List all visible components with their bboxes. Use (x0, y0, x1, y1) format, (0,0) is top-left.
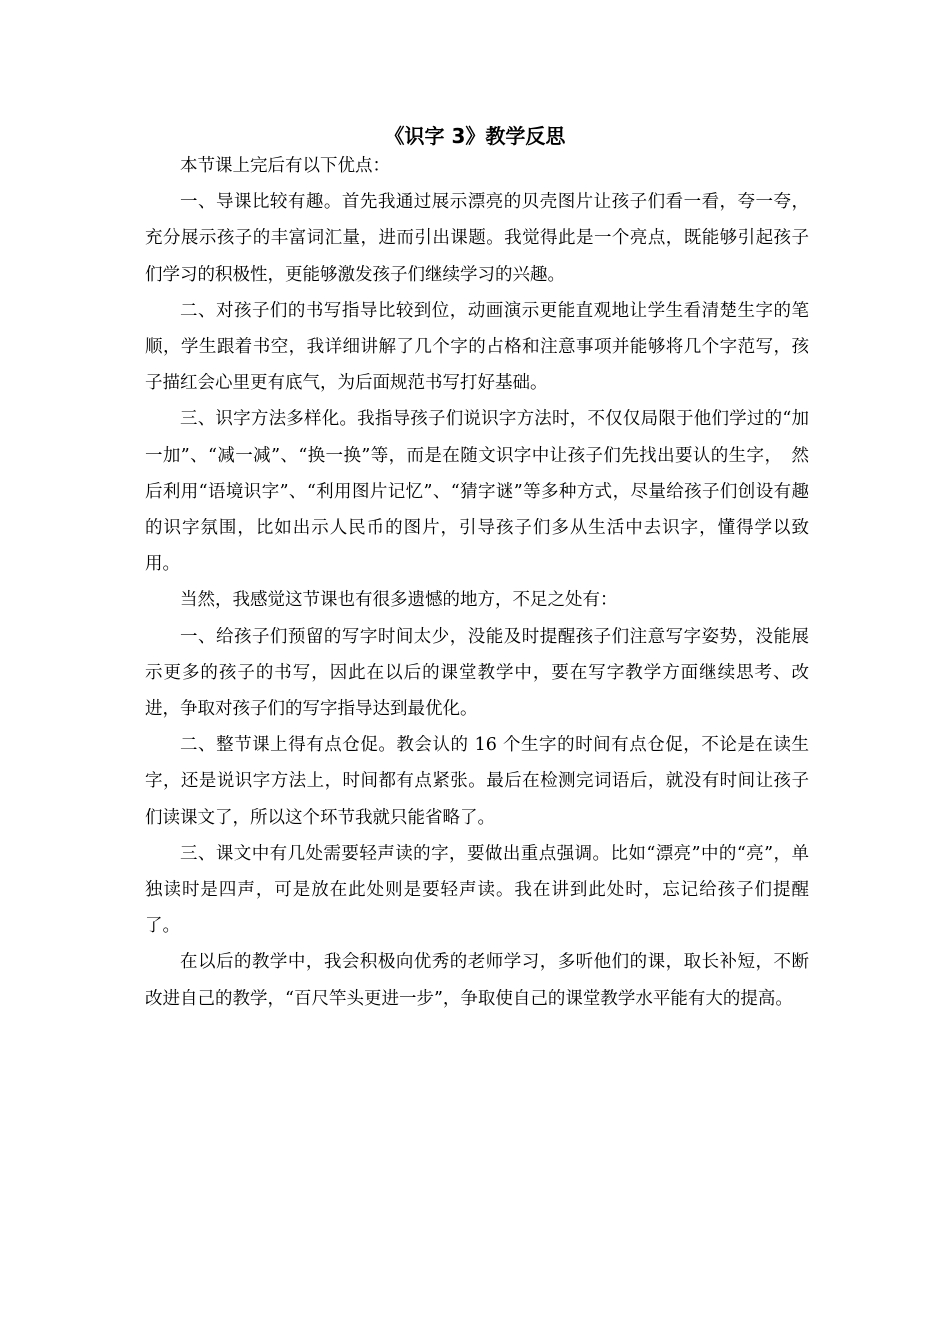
document-title: 《识字 3》教学反思 (384, 124, 566, 148)
paragraph-shortcoming-1: 一、给孩子们预留的写字时间太少，没能及时提醒孩子们注意写字姿势，没能展示更多的孩子的书写，因此在以后的课堂教学中，要在写字教学方面继续思考、改进，争取对孩子们的写字指导达到最优化。 (145, 626, 809, 720)
paragraph-shortcoming-2: 二、整节课上得有点仓促。教会认的 16 个生字的时间有点仓促，不论是在读生字，还是说识字方法上，时间都有点紧张。最后在检测完词语后，就没有时间让孩子们读课文了，所以这个环节我就只能省略了。 (145, 735, 809, 828)
paragraph-shortcomings-intro: 当然，我感觉这节课也有很多遗憾的地方，不足之处有： (180, 590, 618, 611)
paragraph-shortcoming-3: 三、课文中有几处需要轻声读的字，要做出重点强调。比如“漂亮”中的“亮”，单独读时是四声，可是放在此处则是要轻声读。我在讲到此处时，忘记给孩子们提醒了。 (145, 843, 809, 937)
document-body (145, 148, 809, 1017)
paragraph-strength-1: 一、导课比较有趣。首先我通过展示漂亮的贝壳图片让孩子们看一看，夸一夸，充分展示孩子的丰富词汇量，进而引出课题。我觉得此是一个亮点，既能够引起孩子们学习的积极性，更能够激发孩子们继续学习的兴趣。 (145, 192, 809, 285)
paragraph-intro: 本节课上完后有以下优点： (180, 156, 390, 176)
paragraph-strength-3: 三、识字方法多样化。我指导孩子们说识字方法时，不仅仅局限于他们学过的“加一加”、“减一减”、“换一换”等，而是在随文识字中让孩子们先找出要认的生字， 然后利用“语境识字”、“利用图片记忆”、“猜字谜”等多种方式，尽量给孩子们创设有趣的识字氛围，比如出示人民币的图片，引导孩子们多从生活中去识字，懂得学以致用。 (145, 409, 809, 575)
paragraph-conclusion: 在以后的教学中，我会积极向优秀的老师学习，多听他们的课，取长补短，不断改进自己的教学，“百尺竿头更进一步”，争取使自己的课堂教学水平能有大的提高。 (145, 952, 809, 1009)
paragraph-strength-2: 二、对孩子们的书写指导比较到位，动画演示更能直观地让学生看清楚生字的笔顺，学生跟着书空，我详细讲解了几个字的占格和注意事项并能够将几个字范写，孩子描红会心里更有底气，为后面规范书写打好基础。 (145, 300, 809, 394)
